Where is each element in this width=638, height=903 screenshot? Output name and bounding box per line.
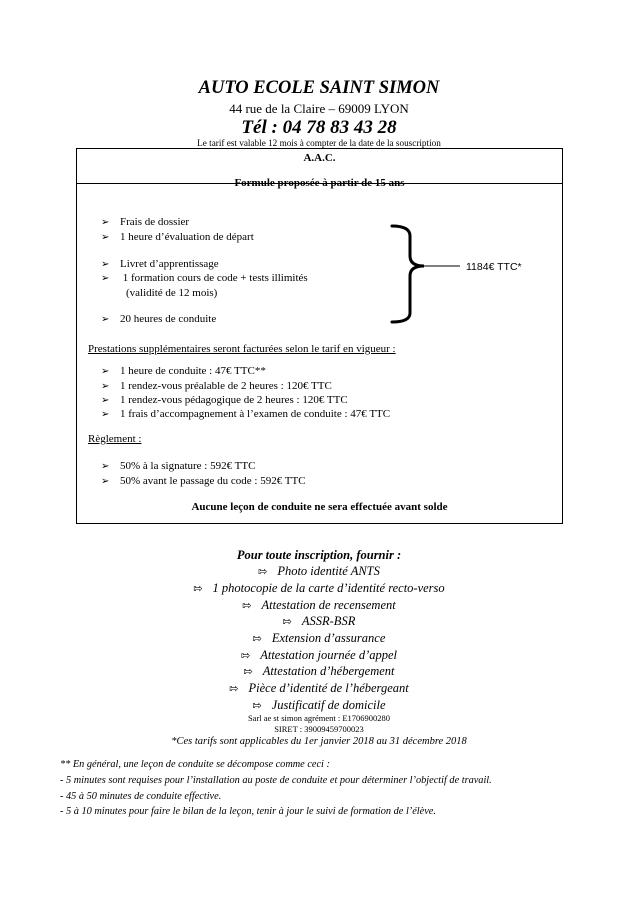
school-phone: Tél : 04 78 83 43 28 — [241, 117, 397, 138]
included-item: ➢ Livret d’apprentissage — [101, 258, 219, 270]
arrow-bullet-icon: ⇰ — [252, 632, 262, 645]
arrow-bullet-icon: ⇰ — [229, 682, 239, 695]
arrow-bullet-icon: ➢ — [101, 314, 110, 325]
lesson-note-item: - 5 minutes sont requises pour l’installation au poste de conduite et pour déterminer l’objectif de travail. — [60, 775, 492, 786]
extra-item: ➢ 1 rendez-vous préalable de 2 heures : 120€ TTC — [101, 380, 332, 392]
payment-heading: Règlement : — [88, 433, 142, 445]
lesson-note-item: - 45 à 50 minutes de conduite effective. — [60, 791, 222, 802]
formula-title: Formule proposée à partir de 15 ans — [234, 177, 405, 189]
arrow-bullet-icon: ⇰ — [282, 615, 292, 628]
extra-item: ➢ 1 frais d’accompagnement à l’examen de conduite : 47€ TTC — [101, 408, 391, 420]
included-item: ➢ 1 formation cours de code + tests illimités — [101, 272, 308, 284]
arrow-bullet-icon: ⇰ — [193, 582, 203, 595]
company-siret: SIRET : 39009459700023 — [274, 724, 364, 734]
arrow-bullet-icon: ➢ — [101, 409, 110, 420]
formula-code: A.A.C. — [303, 152, 336, 164]
formula-price: 1184€ TTC* — [466, 261, 522, 273]
included-item-continuation: (validité de 12 mois) — [126, 287, 218, 299]
payment-item: ➢ 50% avant le passage du code : 592€ TTC — [101, 475, 306, 487]
requirement-item: ⇰ 1 photocopie de la carte d’identité recto-verso — [193, 581, 445, 595]
arrow-bullet-icon: ⇰ — [241, 649, 251, 662]
arrow-bullet-icon: ⇰ — [243, 665, 253, 678]
lesson-note-heading: ** En général, une leçon de conduite se décompose comme ceci : — [60, 759, 330, 770]
requirement-item: ⇰ Attestation de recensement — [242, 598, 396, 612]
arrow-bullet-icon: ➢ — [101, 461, 110, 472]
arrow-bullet-icon: ➢ — [101, 381, 110, 392]
extra-item: ➢ 1 rendez-vous pédagogique de 2 heures : 120€ TTC — [101, 394, 348, 406]
company-registration: Sarl ae st simon agrément : E1706900280 — [247, 713, 391, 723]
school-address: 44 rue de la Claire – 69009 LYON — [229, 101, 409, 116]
requirement-item: ⇰ Attestation journée d’appel — [241, 648, 397, 662]
requirements-heading: Pour toute inscription, fournir : — [236, 548, 402, 562]
arrow-bullet-icon: ➢ — [101, 476, 110, 487]
extra-item: ➢ 1 heure de conduite : 47€ TTC** — [101, 365, 266, 377]
arrow-bullet-icon: ⇰ — [242, 599, 252, 612]
arrow-bullet-icon: ⇰ — [252, 699, 262, 712]
arrow-bullet-icon: ➢ — [101, 259, 110, 270]
arrow-bullet-icon: ➢ — [101, 395, 110, 406]
requirement-item: ⇰ Pièce d’identité de l’hébergeant — [229, 681, 409, 695]
arrow-bullet-icon: ⇰ — [258, 565, 268, 578]
included-item: ➢ 1 heure d’évaluation de départ — [101, 231, 254, 243]
arrow-bullet-icon: ➢ — [101, 273, 110, 284]
tariff-validity-period: *Ces tarifs sont applicables du 1er janvier 2018 au 31 décembre 2018 — [171, 736, 467, 747]
requirement-item: ⇰ Justificatif de domicile — [252, 698, 386, 712]
tariff-validity-note: Le tarif est valable 12 mois à compter de la date de la souscription — [197, 138, 441, 148]
requirement-item: ⇰ Photo identité ANTS — [258, 564, 380, 578]
payment-item: ➢ 50% à la signature : 592€ TTC — [101, 460, 256, 472]
arrow-bullet-icon: ➢ — [101, 232, 110, 243]
school-title: AUTO ECOLE SAINT SIMON — [198, 78, 440, 98]
extras-heading: Prestations supplémentaires seront facturées selon le tarif en vigueur : — [88, 343, 396, 355]
included-item: ➢ Frais de dossier — [101, 216, 190, 228]
no-lesson-warning: Aucune leçon de conduite ne sera effectuée avant solde — [191, 501, 448, 513]
included-item: ➢ 20 heures de conduite — [101, 313, 217, 325]
requirement-item: ⇰ Extension d’assurance — [252, 631, 386, 645]
lesson-note-item: - 5 à 10 minutes pour faire le bilan de la leçon, tenir à jour le suivi de formation de l’élève. — [60, 806, 436, 817]
requirement-item: ⇰ Attestation d’hébergement — [243, 664, 395, 678]
arrow-bullet-icon: ➢ — [101, 366, 110, 377]
requirement-item: ⇰ ASSR-BSR — [282, 614, 356, 628]
arrow-bullet-icon: ➢ — [101, 217, 110, 228]
